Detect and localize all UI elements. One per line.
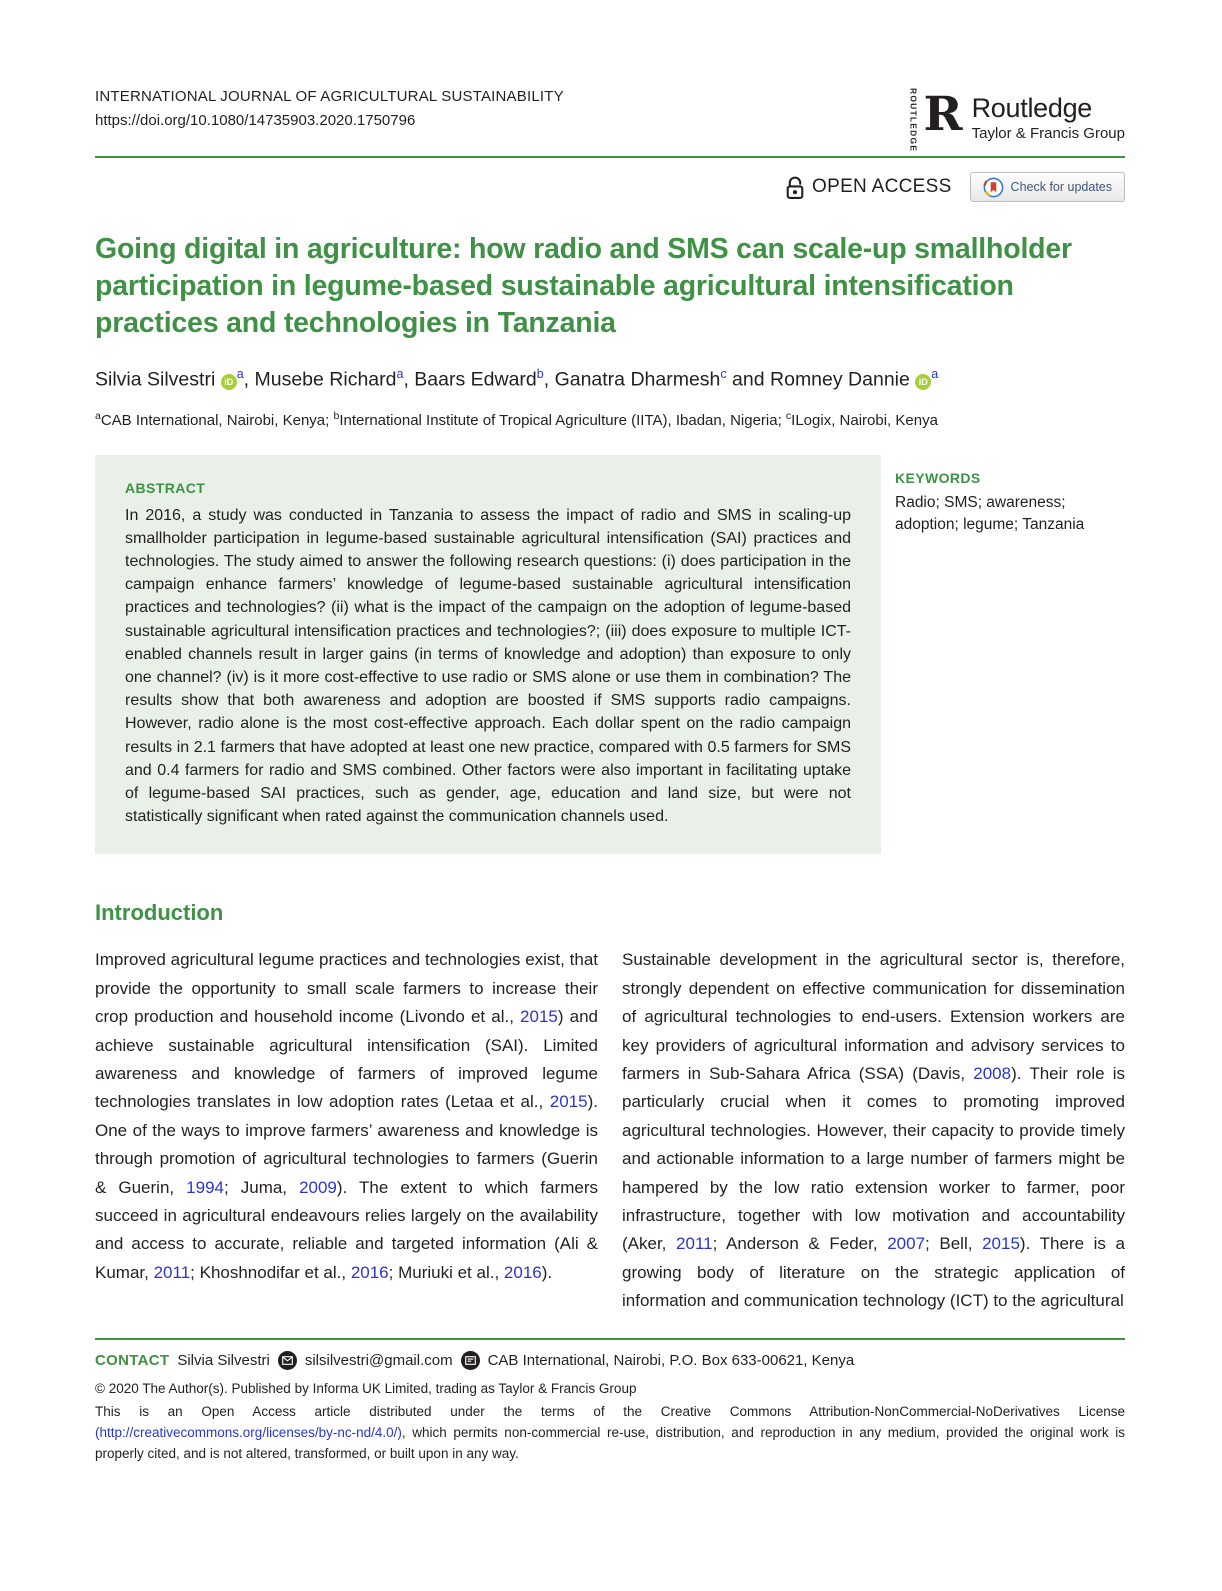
masthead <box>95 87 1125 153</box>
citation-link[interactable]: 2011 <box>153 1262 191 1282</box>
affiliation-sup: a <box>95 409 101 422</box>
citation-link[interactable]: 2015 <box>520 1007 558 1027</box>
author-separator: , <box>543 368 555 391</box>
access-row <box>95 171 1125 203</box>
publisher-logo[interactable] <box>908 87 1125 153</box>
contact-label: CONTACT <box>95 1351 170 1369</box>
abstract-heading: ABSTRACT <box>125 479 206 496</box>
contact-address: CAB International, Nairobi, P.O. Box 633-00621, Kenya <box>487 1351 855 1369</box>
copyright-line: © 2020 The Author(s). Published by Informa UK Limited, trading as Taylor & Francis Group <box>95 1380 637 1396</box>
affiliation-text: International Institute of Tropical Agriculture (IITA), Ibadan, Nigeria; <box>339 411 786 429</box>
check-for-updates-label: Check for updates <box>1010 180 1112 194</box>
address-icon <box>461 1351 480 1370</box>
license-text: This is an Open Access article distributed under the terms of the Creative Commons Attribution-NonCommercial-NoDerivatives License (http://creativecommons.org/licenses/by-nc-nd/4.0/), which permits non-commercial re-use, distribution, and reproduction in any medium, provided the original work is properly cited, and is not altered, transformed, or built upon in any way. <box>95 1403 1125 1461</box>
routledge-vertical-text: ROUTLEDGE <box>908 88 919 153</box>
citation-link[interactable]: 2015 <box>549 1092 588 1112</box>
intro-left-column: Improved agricultural legume practices and technologies exist, that provide the opportunity to small scale farmers to increase their crop production and household income (Livondo et al., 2015) and achieve sustainable agricultural intensification (SAI). Limited awareness and knowledge of farmers of improved legume technologies translates in low adoption rates (Letaa et al., 2015). One of the ways to improve farmers’ awareness and knowledge is through promotion of agricultural technologies to farmers (Guerin & Guerin, 1994; Juma, 2009). The extent to which farmers succeed in agricultural endeavours relies largely on the availability and access to accurate, reliable and targeted information (Ali & Kumar, 2011; Khoshnodifar et al., 2016; Muriuki et al., 2016). <box>95 950 599 1282</box>
footer-divider <box>95 1338 1125 1340</box>
contact-name: Silvia Silvestri <box>177 1351 270 1369</box>
email-icon <box>278 1351 297 1370</box>
citation-link[interactable]: 2015 <box>982 1234 1020 1254</box>
header-divider <box>95 156 1125 158</box>
affiliation-sup: b <box>333 409 340 422</box>
orcid-icon[interactable]: iD <box>221 374 237 390</box>
page-footer <box>95 1338 1125 1464</box>
affiliation-sup: c <box>785 409 792 422</box>
orcid-icon[interactable]: iD <box>915 374 931 390</box>
crossmark-icon <box>983 177 1004 198</box>
publisher-group: Taylor & Francis Group <box>971 125 1125 142</box>
abstract-text: In 2016, a study was conducted in Tanzania to assess the impact of radio and SMS in scaling-up smallholder participation in legume-based sustainable agricultural intensification (SAI) practices and technologies. The study aimed to answer the following research questions: (i) does participation in the campaign enhance farmers’ knowledge of legume-based sustainable agricultural intensification practices and technologies? (ii) what is the impact of the campaign on the adoption of legume-based sustainable agricultural intensification practices and technologies?; (iii) does exposure to multiple ICT-enabled channels result in larger gains (in terms of knowledge and adoption) than exposure to only one channel? (iv) is it more cost-effective to use radio or SMS alone or use them in combination? The results show that both awareness and adoption are boosted if SMS supports radio campaigns. However, radio alone is the most cost-effective approach. Each dollar spent on the radio campaign results in 2.1 farmers that have adopted at least one new practice, compared with 0.5 farmers for SMS and 0.4 farmers for radio and SMS combined. Other factors were also important in facilitating uptake of legume-based SAI practices, such as gender, age, education and land size, but were not statistically significant when rated against the communication channels used. <box>125 506 851 826</box>
citation-link[interactable]: 2009 <box>299 1177 337 1197</box>
open-access-badge <box>786 175 952 200</box>
open-access-label: OPEN ACCESS <box>812 176 952 197</box>
routledge-logo-mark: R <box>923 87 963 142</box>
open-access-lock-icon <box>786 175 804 200</box>
author-name[interactable]: Silvia Silvestri <box>95 368 216 391</box>
citation-link[interactable]: 2011 <box>676 1234 713 1254</box>
author-name[interactable]: Musebe Richard <box>254 368 397 391</box>
author-name[interactable]: Ganatra Dharmesh <box>554 368 721 391</box>
citation-link[interactable]: 2016 <box>350 1262 389 1282</box>
contact-line <box>95 1351 1125 1370</box>
citation-link[interactable]: 1994 <box>186 1177 224 1197</box>
check-for-updates-button[interactable] <box>970 172 1125 202</box>
author-line <box>95 360 1125 394</box>
keywords-panel <box>895 455 1121 855</box>
citation-link[interactable]: (http://creativecommons.org/licenses/by-nc-nd/4.0/) <box>95 1424 402 1440</box>
publisher-name: Routledge <box>971 93 1093 123</box>
author-name[interactable]: Romney Dannie <box>770 368 910 391</box>
citation-link[interactable]: 2016 <box>503 1262 542 1282</box>
abstract-section <box>95 455 1125 855</box>
journal-name: INTERNATIONAL JOURNAL OF AGRICULTURAL SUSTAINABILITY <box>95 88 564 105</box>
doi-link[interactable]: https://doi.org/10.1080/14735903.2020.1750796 <box>95 112 416 129</box>
affiliations-line <box>95 410 1125 429</box>
publisher-names <box>968 88 1125 142</box>
article-title: Going digital in agriculture: how radio and SMS can scale-up smallholder participation in legume-based sustainable agricultural intensification practices and technologies in Tanzania <box>95 233 1072 339</box>
journal-block <box>95 88 564 129</box>
citation-link[interactable]: 2007 <box>887 1234 926 1254</box>
author-affiliation-sup: a <box>396 367 404 381</box>
citation-link[interactable]: 2008 <box>973 1063 1012 1083</box>
author-affiliation-sup: b <box>536 367 544 381</box>
body-columns <box>95 946 1125 1315</box>
author-affiliation-sup: a <box>931 367 939 381</box>
affiliation-text: CAB International, Nairobi, Kenya; <box>100 411 334 429</box>
author-name[interactable]: Baars Edward <box>414 368 537 391</box>
author-affiliation-sup: a <box>236 367 244 381</box>
intro-right-column: Sustainable development in the agricultural sector is, therefore, strongly dependent on effective communication for dissemination of agricultural technologies to end-users. Extension workers are key providers of agricultural information and advisory services to farmers in Sub-Sahara Africa (SSA) (Davis, 2008). Their role is particularly crucial when it comes to promoting improved agricultural technologies. However, their capacity to provide timely and actionable information to a large number of farmers might be hampered by the low ratio extension worker to farmer, poor infrastructure, together with low motivation and accountability (Aker, 2011; Anderson & Feder, 2007; Bell, 2015). There is a growing body of literature on the strategic application of information and communication technology (ICT) to the agricultural <box>622 950 1126 1311</box>
author-separator: , <box>243 368 255 391</box>
author-affiliation-sup: c <box>720 367 727 381</box>
section-heading-introduction: Introduction <box>95 900 224 926</box>
contact-email[interactable]: silsilvestri@gmail.com <box>304 1351 453 1369</box>
author-separator: , <box>403 368 415 391</box>
abstract-panel <box>95 455 881 855</box>
keywords-text: Radio; SMS; awareness; adoption; legume; Tanzania <box>895 493 1085 533</box>
affiliation-text: ILogix, Nairobi, Kenya <box>791 411 938 429</box>
author-separator: and <box>726 368 771 391</box>
keywords-heading: KEYWORDS <box>895 469 981 486</box>
